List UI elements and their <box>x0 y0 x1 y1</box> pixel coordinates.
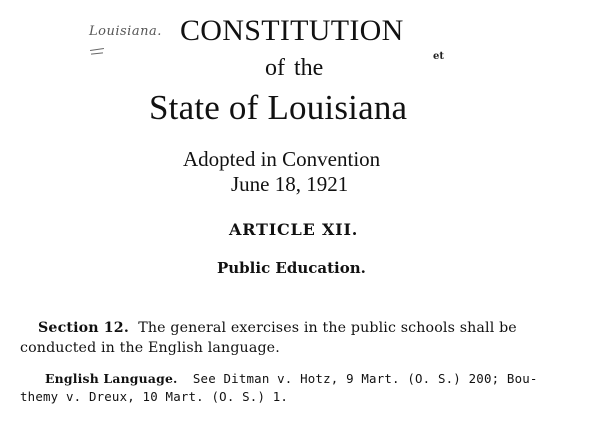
section-paragraph-continued: conducted in the English language. <box>20 340 280 356</box>
handwritten-underline <box>90 48 104 51</box>
annotation-note-continued: themy v. Dreux, 10 Mart. (O. S.) 1. <box>20 389 289 404</box>
note-text: See Ditman v. Hotz, 9 Mart. (O. S.) 200; Bou- <box>192 371 538 386</box>
handwritten-underline <box>91 52 103 54</box>
annotation-note <box>45 371 538 386</box>
state-name: State of Louisiana <box>149 88 408 127</box>
section-text: The general exercises in the public schools shall be <box>138 320 517 336</box>
adoption-line: Adopted in Convention <box>183 147 381 171</box>
section-label: Section 12. <box>38 320 129 336</box>
note-heading: English Language. <box>45 371 178 386</box>
handwritten-annotation: Louisiana. <box>89 24 162 39</box>
adoption-date: June 18, 1921 <box>231 172 349 196</box>
document-title: CONSTITUTION <box>180 14 404 47</box>
section-paragraph <box>38 320 517 336</box>
margin-mark: et <box>433 51 444 62</box>
article-heading: ARTICLE XII. <box>229 220 359 239</box>
title-connector: of the <box>265 55 324 81</box>
article-subject: Public Education. <box>217 259 366 277</box>
